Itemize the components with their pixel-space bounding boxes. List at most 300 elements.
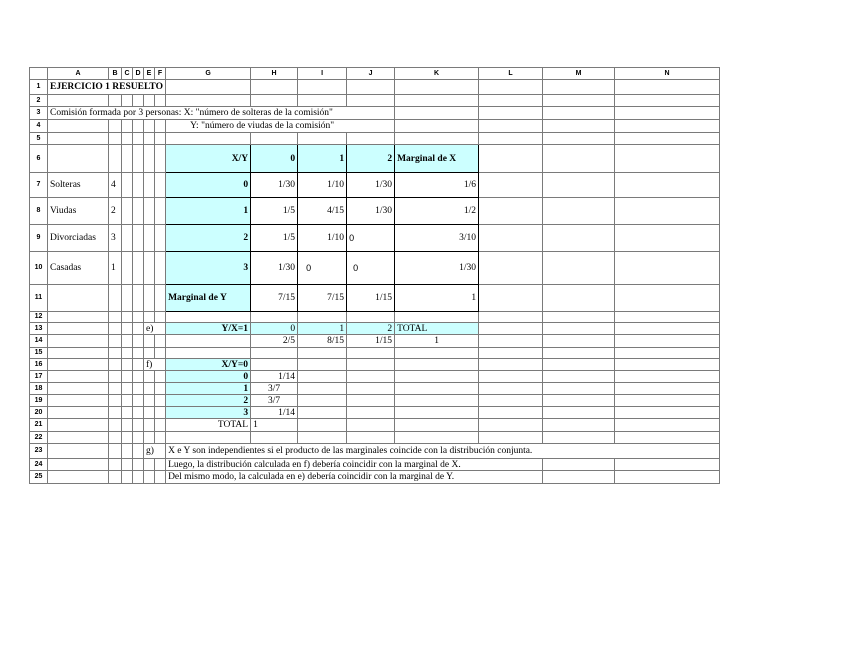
joint-prob-cell[interactable]: 1/30 [347, 173, 395, 198]
column-header-h[interactable]: H [251, 68, 298, 80]
cell[interactable] [543, 348, 615, 359]
cell[interactable] [133, 444, 144, 459]
cell[interactable] [347, 383, 395, 395]
cell[interactable] [48, 133, 109, 145]
cell[interactable] [133, 432, 144, 444]
joint-table-y-header[interactable]: 1 [298, 145, 347, 173]
part-e-prob[interactable]: 8/15 [298, 335, 347, 348]
cell[interactable] [615, 173, 720, 198]
cell[interactable] [48, 335, 109, 348]
row-number[interactable]: 9 [30, 225, 48, 252]
cell[interactable] [133, 133, 144, 145]
cell[interactable] [347, 348, 395, 359]
row-number[interactable]: 5 [30, 133, 48, 145]
cell[interactable] [298, 133, 347, 145]
part-g-line-1[interactable]: X e Y son independientes si el producto de las marginales coincide con la distribución conjunta. [166, 444, 720, 459]
cell[interactable] [615, 312, 720, 323]
cell[interactable] [48, 285, 109, 312]
joint-prob-cell[interactable]: 1/30 [251, 252, 298, 285]
cell[interactable] [48, 95, 109, 107]
person-count[interactable]: 2 [109, 198, 122, 225]
cell[interactable] [543, 95, 615, 107]
cell[interactable] [144, 419, 155, 432]
joint-prob-cell[interactable]: 1/10 [298, 173, 347, 198]
cell[interactable] [347, 95, 395, 107]
column-header-k[interactable]: K [395, 68, 479, 80]
cell[interactable] [479, 252, 543, 285]
cell[interactable] [109, 95, 122, 107]
cell[interactable] [543, 285, 615, 312]
title-cell[interactable]: EJERCICIO 1 RESUELTO [48, 80, 166, 95]
row-number[interactable]: 4 [30, 120, 48, 133]
cell[interactable] [48, 383, 109, 395]
part-f-prob[interactable]: 1/14 [251, 371, 298, 383]
cell[interactable] [543, 419, 615, 432]
cell[interactable] [479, 198, 543, 225]
cell[interactable] [109, 120, 122, 133]
row-number[interactable]: 3 [30, 107, 48, 120]
cell[interactable] [155, 95, 166, 107]
cell[interactable] [122, 459, 133, 471]
marginal-x-value[interactable]: 1/30 [395, 252, 479, 285]
cell[interactable] [133, 371, 144, 383]
cell[interactable] [133, 459, 144, 471]
cell[interactable] [48, 432, 109, 444]
cell[interactable] [109, 145, 122, 173]
cell[interactable] [615, 323, 720, 335]
part-e-prob[interactable]: 1/15 [347, 335, 395, 348]
cell[interactable] [144, 335, 155, 348]
marginal-x-value[interactable]: 1/2 [395, 198, 479, 225]
cell[interactable] [615, 419, 720, 432]
cell[interactable] [48, 419, 109, 432]
marginal-y-value[interactable]: 1/15 [347, 285, 395, 312]
cell[interactable] [543, 335, 615, 348]
cell[interactable] [615, 359, 720, 371]
row-number[interactable]: 20 [30, 407, 48, 419]
cell[interactable] [122, 145, 133, 173]
joint-prob-cell[interactable]: 1/30 [251, 173, 298, 198]
marginal-x-header[interactable]: Marginal de X [395, 145, 479, 173]
part-e-header[interactable]: Y/X=1 [166, 323, 251, 335]
cell[interactable] [122, 348, 133, 359]
cell[interactable] [109, 444, 122, 459]
part-e-value[interactable]: 0 [251, 323, 298, 335]
person-label[interactable]: Casadas [48, 252, 109, 285]
cell[interactable] [133, 471, 144, 484]
cell[interactable] [543, 432, 615, 444]
cell[interactable] [347, 371, 395, 383]
description-line-2[interactable]: Y: "número de viudas de la comisión" [166, 120, 395, 133]
joint-prob-cell[interactable]: 1/10 [298, 225, 347, 252]
cell[interactable] [133, 173, 144, 198]
joint-table-x-value[interactable]: 0 [166, 173, 251, 198]
cell[interactable] [543, 80, 615, 95]
cell[interactable] [479, 348, 543, 359]
cell[interactable] [122, 371, 133, 383]
cell[interactable] [48, 120, 109, 133]
row-number[interactable]: 10 [30, 252, 48, 285]
cell[interactable] [122, 444, 133, 459]
cell[interactable] [479, 120, 543, 133]
cell[interactable] [133, 407, 144, 419]
cell[interactable] [479, 173, 543, 198]
cell[interactable] [109, 285, 122, 312]
cell[interactable] [251, 359, 298, 371]
cell[interactable] [615, 107, 720, 120]
cell[interactable] [347, 432, 395, 444]
column-header-a[interactable]: A [48, 68, 109, 80]
cell[interactable] [144, 285, 155, 312]
cell[interactable] [347, 80, 395, 95]
cell[interactable] [109, 432, 122, 444]
cell[interactable] [298, 383, 347, 395]
cell[interactable] [166, 312, 251, 323]
cell[interactable] [122, 198, 133, 225]
cell[interactable] [479, 395, 543, 407]
cell[interactable] [48, 145, 109, 173]
part-e-value[interactable]: 1 [298, 323, 347, 335]
cell[interactable] [543, 312, 615, 323]
cell[interactable] [298, 359, 347, 371]
cell[interactable] [395, 107, 479, 120]
column-header-d[interactable]: D [133, 68, 144, 80]
person-count[interactable]: 3 [109, 225, 122, 252]
cell[interactable] [155, 407, 166, 419]
cell[interactable] [615, 335, 720, 348]
cell[interactable] [155, 198, 166, 225]
part-g-line-2[interactable]: Luego, la distribución calculada en f) debería coincidir con la marginal de X. [166, 459, 543, 471]
cell[interactable] [479, 107, 543, 120]
cell[interactable] [166, 133, 251, 145]
joint-table-x-value[interactable]: 2 [166, 225, 251, 252]
cell[interactable] [144, 312, 155, 323]
cell[interactable] [479, 285, 543, 312]
part-f-prob[interactable]: 1/14 [251, 407, 298, 419]
cell[interactable] [122, 407, 133, 419]
joint-prob-cell[interactable]: 0 [347, 252, 395, 285]
cell[interactable] [251, 348, 298, 359]
cell[interactable] [166, 335, 251, 348]
cell[interactable] [144, 432, 155, 444]
cell[interactable] [122, 225, 133, 252]
cell[interactable] [479, 80, 543, 95]
cell[interactable] [144, 145, 155, 173]
cell[interactable] [122, 395, 133, 407]
cell[interactable] [543, 383, 615, 395]
cell[interactable] [144, 371, 155, 383]
column-header-e[interactable]: E [144, 68, 155, 80]
part-e-prob[interactable]: 2/5 [251, 335, 298, 348]
cell[interactable] [615, 407, 720, 419]
cell[interactable] [615, 252, 720, 285]
part-f-prob[interactable]: 3/7 [251, 383, 298, 395]
cell[interactable] [347, 133, 395, 145]
row-number[interactable]: 17 [30, 371, 48, 383]
cell[interactable] [109, 383, 122, 395]
cell[interactable] [251, 432, 298, 444]
cell[interactable] [133, 198, 144, 225]
marginal-y-label[interactable]: Marginal de Y [166, 285, 251, 312]
joint-table-y-header[interactable]: 2 [347, 145, 395, 173]
cell[interactable] [479, 419, 543, 432]
joint-prob-cell[interactable]: 1/30 [347, 198, 395, 225]
person-label[interactable]: Solteras [48, 173, 109, 198]
row-number[interactable]: 19 [30, 395, 48, 407]
cell[interactable] [543, 133, 615, 145]
row-number[interactable]: 14 [30, 335, 48, 348]
cell[interactable] [479, 371, 543, 383]
cell[interactable] [298, 348, 347, 359]
cell[interactable] [395, 419, 479, 432]
cell[interactable] [479, 95, 543, 107]
cell[interactable] [166, 95, 251, 107]
cell[interactable] [122, 323, 133, 335]
cell[interactable] [133, 285, 144, 312]
marginal-y-value[interactable]: 7/15 [298, 285, 347, 312]
row-number[interactable]: 13 [30, 323, 48, 335]
cell[interactable] [133, 95, 144, 107]
cell[interactable] [298, 419, 347, 432]
marginal-x-value[interactable]: 3/10 [395, 225, 479, 252]
joint-prob-cell[interactable]: 1/5 [251, 198, 298, 225]
cell[interactable] [395, 359, 479, 371]
cell[interactable] [122, 359, 133, 371]
cell[interactable] [395, 383, 479, 395]
cell[interactable] [479, 359, 543, 371]
cell[interactable] [155, 371, 166, 383]
cell[interactable] [155, 173, 166, 198]
cell[interactable] [543, 173, 615, 198]
cell[interactable] [615, 80, 720, 95]
cell[interactable] [122, 419, 133, 432]
cell[interactable] [48, 312, 109, 323]
cell[interactable] [543, 107, 615, 120]
cell[interactable] [48, 407, 109, 419]
person-count[interactable]: 1 [109, 252, 122, 285]
cell[interactable] [166, 432, 251, 444]
cell[interactable] [122, 95, 133, 107]
cell[interactable] [144, 383, 155, 395]
cell[interactable] [122, 173, 133, 198]
cell[interactable] [155, 395, 166, 407]
cell[interactable] [479, 133, 543, 145]
cell[interactable] [133, 252, 144, 285]
cell[interactable] [615, 95, 720, 107]
cell[interactable] [347, 419, 395, 432]
part-f-label[interactable]: f) [144, 359, 166, 371]
row-number[interactable]: 15 [30, 348, 48, 359]
cell[interactable] [144, 348, 155, 359]
cell[interactable] [48, 371, 109, 383]
cell[interactable] [298, 95, 347, 107]
marginal-y-value[interactable]: 7/15 [251, 285, 298, 312]
cell[interactable] [133, 225, 144, 252]
marginal-x-value[interactable]: 1/6 [395, 173, 479, 198]
cell[interactable] [251, 80, 298, 95]
cell[interactable] [109, 407, 122, 419]
joint-table-x-value[interactable]: 1 [166, 198, 251, 225]
part-f-prob[interactable]: 3/7 [251, 395, 298, 407]
cell[interactable] [144, 225, 155, 252]
row-number[interactable]: 1 [30, 80, 48, 95]
column-header-l[interactable]: L [479, 68, 543, 80]
column-header-n[interactable]: N [615, 68, 720, 80]
cell[interactable] [109, 419, 122, 432]
cell[interactable] [109, 459, 122, 471]
cell[interactable] [543, 145, 615, 173]
cell[interactable] [155, 133, 166, 145]
column-header-g[interactable]: G [166, 68, 251, 80]
cell[interactable] [298, 371, 347, 383]
cell[interactable] [615, 459, 720, 471]
cell[interactable] [155, 285, 166, 312]
cell[interactable] [122, 252, 133, 285]
cell[interactable] [395, 80, 479, 95]
column-header-c[interactable]: C [122, 68, 133, 80]
cell[interactable] [395, 432, 479, 444]
cell[interactable] [122, 312, 133, 323]
row-number[interactable]: 23 [30, 444, 48, 459]
person-count[interactable]: 4 [109, 173, 122, 198]
cell[interactable] [347, 359, 395, 371]
cell[interactable] [155, 312, 166, 323]
cell[interactable] [543, 371, 615, 383]
cell[interactable] [543, 252, 615, 285]
cell[interactable] [122, 335, 133, 348]
cell[interactable] [144, 120, 155, 133]
cell[interactable] [251, 312, 298, 323]
row-number[interactable]: 11 [30, 285, 48, 312]
cell[interactable] [543, 225, 615, 252]
cell[interactable] [48, 348, 109, 359]
cell[interactable] [298, 407, 347, 419]
select-all-corner[interactable] [30, 68, 48, 80]
description-line-1[interactable]: Comisión formada por 3 personas: X: "número de solteras de la comisión" [48, 107, 395, 120]
cell[interactable] [615, 198, 720, 225]
cell[interactable] [479, 145, 543, 173]
row-number[interactable]: 25 [30, 471, 48, 484]
cell[interactable] [122, 285, 133, 312]
cell[interactable] [155, 252, 166, 285]
part-f-x-value[interactable]: 3 [166, 407, 251, 419]
cell[interactable] [615, 285, 720, 312]
cell[interactable] [543, 471, 615, 484]
part-e-label[interactable]: e) [144, 323, 166, 335]
joint-prob-cell[interactable]: 1/5 [251, 225, 298, 252]
row-number[interactable]: 22 [30, 432, 48, 444]
cell[interactable] [144, 198, 155, 225]
cell[interactable] [395, 312, 479, 323]
cell[interactable] [109, 359, 122, 371]
part-e-total-label[interactable]: TOTAL [395, 323, 479, 335]
cell[interactable] [155, 419, 166, 432]
cell[interactable] [144, 395, 155, 407]
joint-table-x-value[interactable]: 3 [166, 252, 251, 285]
cell[interactable] [144, 407, 155, 419]
cell[interactable] [615, 145, 720, 173]
cell[interactable] [166, 348, 251, 359]
column-header-m[interactable]: M [543, 68, 615, 80]
cell[interactable] [155, 432, 166, 444]
cell[interactable] [615, 120, 720, 133]
row-number[interactable]: 12 [30, 312, 48, 323]
part-f-header[interactable]: X/Y=0 [166, 359, 251, 371]
cell[interactable] [155, 120, 166, 133]
cell[interactable] [298, 312, 347, 323]
cell[interactable] [144, 252, 155, 285]
cell[interactable] [109, 323, 122, 335]
cell[interactable] [122, 133, 133, 145]
cell[interactable] [615, 383, 720, 395]
cell[interactable] [133, 145, 144, 173]
cell[interactable] [395, 348, 479, 359]
cell[interactable] [479, 335, 543, 348]
cell[interactable] [347, 395, 395, 407]
cell[interactable] [109, 371, 122, 383]
cell[interactable] [347, 407, 395, 419]
cell[interactable] [48, 359, 109, 371]
cell[interactable] [251, 95, 298, 107]
joint-prob-cell[interactable]: 4/15 [298, 198, 347, 225]
cell[interactable] [543, 359, 615, 371]
cell[interactable] [155, 225, 166, 252]
cell[interactable] [133, 419, 144, 432]
cell[interactable] [615, 371, 720, 383]
joint-table-corner[interactable]: X/Y [166, 145, 251, 173]
cell[interactable] [395, 120, 479, 133]
cell[interactable] [615, 133, 720, 145]
cell[interactable] [155, 459, 166, 471]
part-g-label[interactable]: g) [144, 444, 166, 459]
cell[interactable] [155, 335, 166, 348]
part-f-total[interactable]: 1 [251, 419, 298, 432]
cell[interactable] [144, 459, 155, 471]
cell[interactable] [48, 444, 109, 459]
cell[interactable] [155, 383, 166, 395]
cell[interactable] [122, 383, 133, 395]
cell[interactable] [395, 95, 479, 107]
cell[interactable] [543, 459, 615, 471]
row-number[interactable]: 6 [30, 145, 48, 173]
cell[interactable] [109, 395, 122, 407]
cell[interactable] [298, 432, 347, 444]
part-e-value[interactable]: 2 [347, 323, 395, 335]
cell[interactable] [122, 432, 133, 444]
cell[interactable] [48, 459, 109, 471]
row-number[interactable]: 2 [30, 95, 48, 107]
person-label[interactable]: Divorciadas [48, 225, 109, 252]
cell[interactable] [395, 407, 479, 419]
cell[interactable] [479, 323, 543, 335]
cell[interactable] [133, 323, 144, 335]
cell[interactable] [133, 348, 144, 359]
cell[interactable] [109, 471, 122, 484]
part-f-total-label[interactable]: TOTAL [166, 419, 251, 432]
joint-prob-cell[interactable]: 0 [298, 252, 347, 285]
row-number[interactable]: 7 [30, 173, 48, 198]
cell[interactable] [479, 225, 543, 252]
cell[interactable] [543, 198, 615, 225]
cell[interactable] [133, 335, 144, 348]
row-number[interactable]: 16 [30, 359, 48, 371]
cell[interactable] [615, 395, 720, 407]
column-header-j[interactable]: J [347, 68, 395, 80]
cell[interactable] [144, 173, 155, 198]
cell[interactable] [543, 395, 615, 407]
part-g-line-3[interactable]: Del mismo modo, la calculada en e) debería coincidir con la marginal de Y. [166, 471, 543, 484]
cell[interactable] [615, 348, 720, 359]
